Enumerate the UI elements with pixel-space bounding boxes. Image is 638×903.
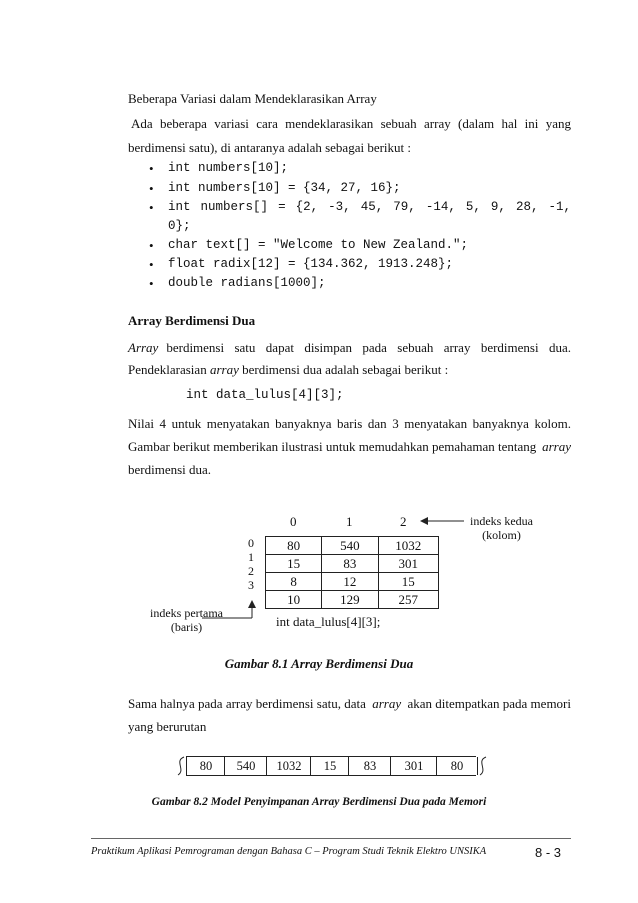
memory-cell: 83 — [348, 757, 391, 775]
memory-cell: 15 — [310, 757, 349, 775]
code-list-item: float radix[12] = {134.362, 1913.248}; — [168, 257, 454, 271]
section-title: Beberapa Variasi dalam Mendeklarasikan Array — [128, 91, 377, 106]
code-declaration: int data_lulus[4][3]; — [186, 388, 344, 402]
array-grid — [265, 536, 439, 609]
arrow-left-icon — [420, 515, 464, 527]
label-text: indeks pertama — [150, 606, 223, 620]
bullet-dot: • — [149, 276, 154, 291]
italic-term: Array — [128, 340, 159, 355]
column-index: 1 — [346, 514, 353, 529]
grid-cell: 8 — [266, 573, 322, 591]
code-list-item: double radians[1000]; — [168, 276, 326, 290]
grid-cell: 12 — [322, 573, 378, 591]
grid-cell: 129 — [322, 591, 378, 609]
memory-cell: 80 — [436, 757, 478, 775]
label-text: indeks kedua — [470, 514, 533, 528]
row-index: 2 — [248, 564, 254, 578]
text-run: Sama halnya pada array berdimensi satu, data — [128, 696, 366, 711]
row-index-label — [150, 606, 223, 634]
column-index: 0 — [290, 514, 297, 529]
memory-cell: 301 — [390, 757, 437, 775]
grid-cell: 301 — [378, 555, 438, 573]
figure-declaration: int data_lulus[4][3]; — [276, 614, 381, 629]
grid-cell: 15 — [378, 573, 438, 591]
row-index: 1 — [248, 550, 254, 564]
code-list-item: int numbers[10] = {34, 27, 16}; — [168, 181, 401, 195]
paragraph-1-line-2: berdimensi satu), di antaranya adalah sebagai berikut : — [128, 140, 412, 155]
code-list-item: char text[] = "Welcome to New Zealand."; — [168, 238, 469, 252]
bullet-dot: • — [149, 200, 154, 215]
text-run: Pendeklarasian — [128, 362, 207, 377]
label-text: (kolom) — [482, 528, 521, 542]
paragraph-3-line-2 — [128, 439, 571, 455]
grid-row — [266, 555, 439, 573]
grid-cell: 10 — [266, 591, 322, 609]
code-list-item: int numbers[] = {2, -3, 45, 79, -14, 5, 9, 28, -1, — [168, 200, 571, 214]
memory-cell: 80 — [186, 757, 225, 775]
text-run: akan ditempatkan pada memori — [407, 696, 571, 711]
memory-cell: 1032 — [266, 757, 311, 775]
figure-caption: Gambar 8.2 Model Penyimpanan Array Berdimensi Dua pada Memori — [151, 796, 487, 808]
text-run: Gambar berikut memberikan ilustrasi untuk memudahkan pemahaman tentang — [128, 439, 537, 454]
grid-cell: 15 — [266, 555, 322, 573]
grid-row — [266, 591, 439, 609]
bullet-dot: • — [149, 181, 154, 196]
paragraph-1-line-1: Ada beberapa variasi cara mendeklarasikan sebuah array (dalam hal ini yang — [131, 116, 571, 131]
label-text: (baris) — [170, 620, 203, 634]
bullet-dot: • — [149, 161, 154, 176]
memory-strip — [186, 756, 476, 776]
footer-rule — [91, 838, 571, 839]
row-index: 3 — [248, 578, 254, 592]
text-run: berdimensi dua adalah sebagai berikut : — [242, 362, 449, 377]
page-number: 8 - 3 — [535, 845, 562, 860]
paragraph-2-line-2 — [128, 362, 448, 378]
paragraph-3-line-3: berdimensi dua. — [128, 462, 212, 477]
italic-term: array — [542, 439, 571, 454]
paragraph-2-line-1 — [128, 340, 571, 356]
memory-cell: 540 — [224, 757, 267, 775]
figure-caption: Gambar 8.1 Array Berdimensi Dua — [224, 656, 414, 671]
text-run: berdimensi satu dapat disimpan pada sebuah array berdimensi dua. — [166, 340, 571, 355]
code-list-item: int numbers[10]; — [168, 161, 289, 175]
italic-term: array — [209, 362, 239, 377]
section-heading: Array Berdimensi Dua — [128, 313, 256, 328]
row-indices — [248, 536, 254, 592]
column-index: 2 — [400, 514, 407, 529]
paragraph-4-line-1 — [128, 696, 571, 712]
paragraph-4-line-2: yang berurutan — [128, 719, 207, 734]
tape-end-edge — [478, 756, 494, 776]
grid-row — [266, 537, 439, 555]
grid-row — [266, 573, 439, 591]
bullet-dot: • — [149, 238, 154, 253]
row-index: 0 — [248, 536, 254, 550]
grid-cell: 540 — [322, 537, 378, 555]
grid-cell: 257 — [378, 591, 438, 609]
code-list-item-continuation: 0}; — [168, 219, 191, 233]
grid-cell: 83 — [322, 555, 378, 573]
footer-text: Praktikum Aplikasi Pemrograman dengan Bahasa C – Program Studi Teknik Elektro UNSIKA — [91, 846, 487, 857]
grid-cell: 1032 — [378, 537, 438, 555]
grid-cell: 80 — [266, 537, 322, 555]
bullet-dot: • — [149, 257, 154, 272]
column-index-label — [470, 514, 533, 542]
paragraph-3-line-1: Nilai 4 untuk menyatakan banyaknya baris dan 3 menyatakan banyaknya kolom. — [128, 416, 571, 431]
italic-term: array — [372, 696, 402, 711]
